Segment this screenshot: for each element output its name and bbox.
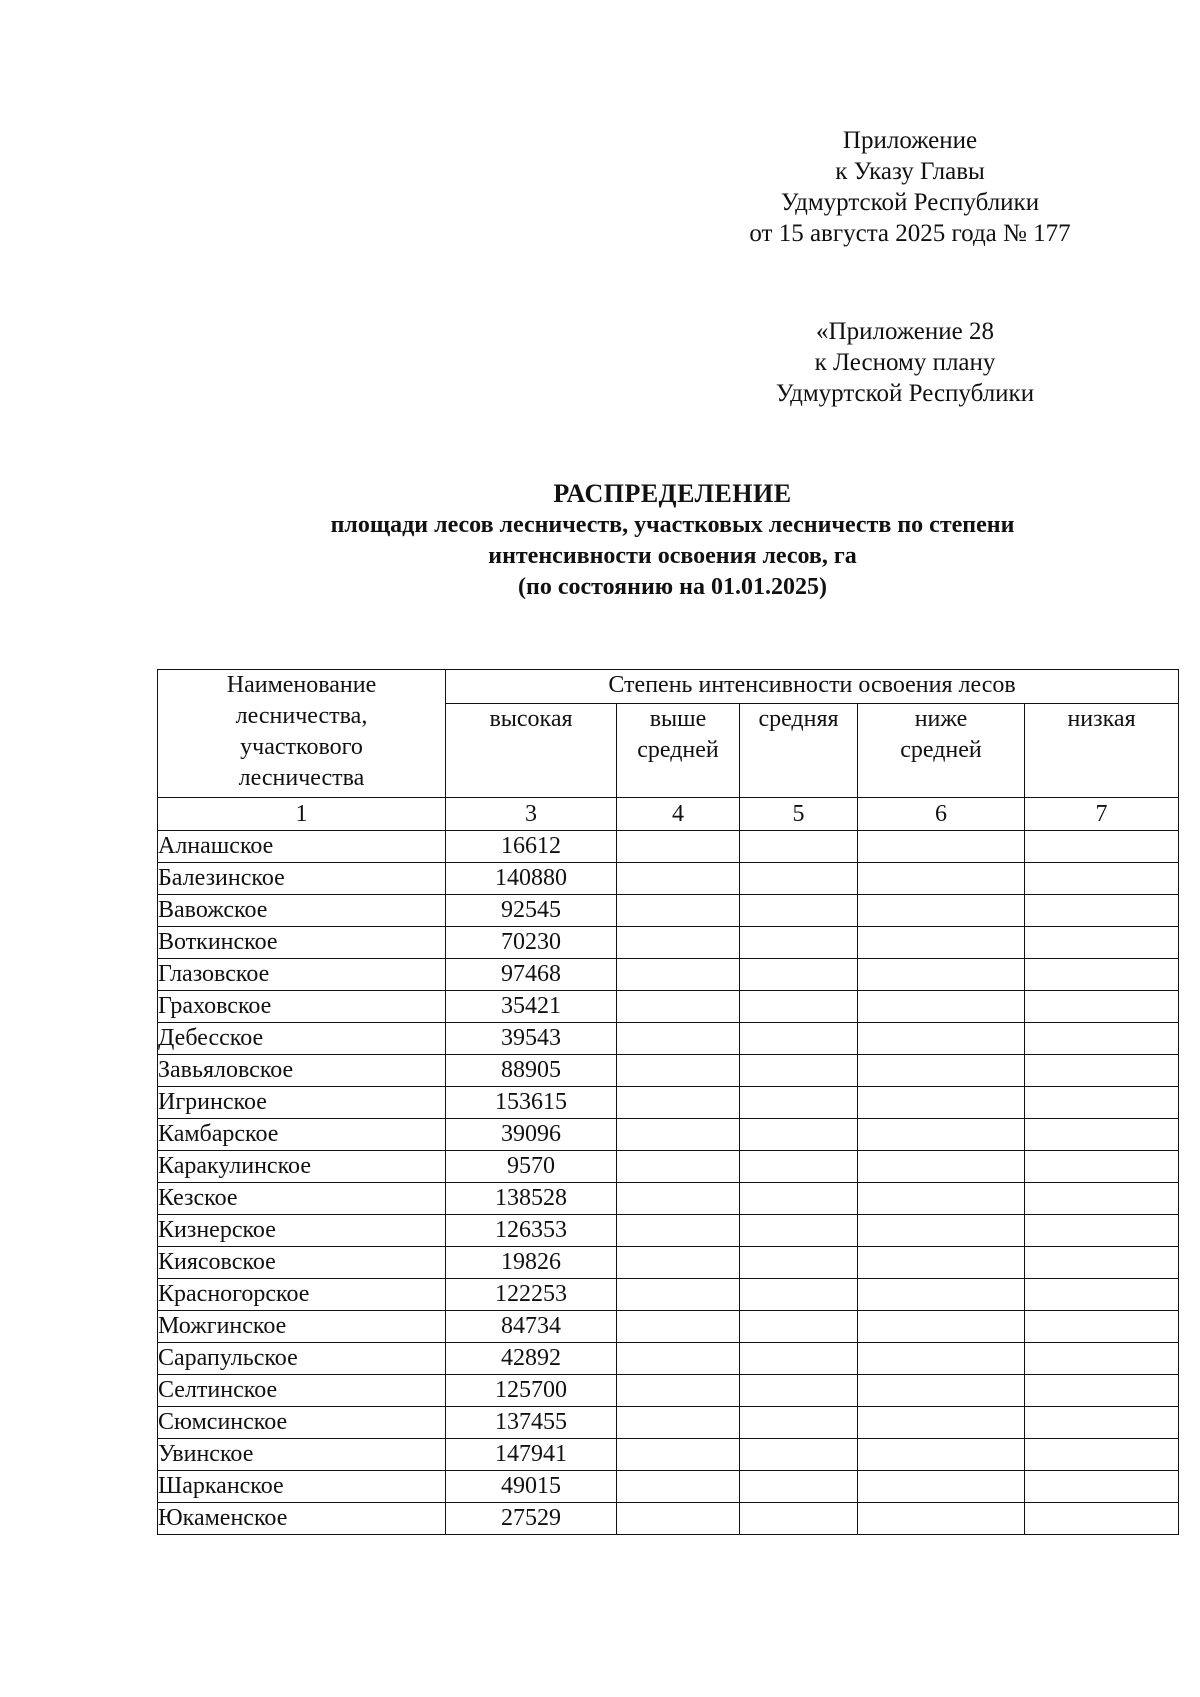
below-average-intensity-area-cell bbox=[858, 1215, 1025, 1247]
forestry-name-cell: Сюмсинское bbox=[158, 1407, 446, 1439]
average-intensity-area-cell bbox=[740, 991, 858, 1023]
table-row bbox=[158, 1503, 1179, 1535]
above-average-intensity-area-cell bbox=[617, 1215, 740, 1247]
high-intensity-area-cell: 35421 bbox=[446, 991, 617, 1023]
above-average-intensity-area-cell bbox=[617, 1055, 740, 1087]
high-intensity-area-cell: 39096 bbox=[446, 1119, 617, 1151]
forestry-name-cell: Можгинское bbox=[158, 1311, 446, 1343]
low-intensity-area-cell bbox=[1025, 1471, 1179, 1503]
low-intensity-area-cell bbox=[1025, 991, 1179, 1023]
high-intensity-area-cell: 9570 bbox=[446, 1151, 617, 1183]
high-intensity-area-cell: 49015 bbox=[446, 1471, 617, 1503]
column-number: 6 bbox=[858, 798, 1025, 831]
average-intensity-area-cell bbox=[740, 1439, 858, 1471]
table-row bbox=[158, 1343, 1179, 1375]
column-number: 4 bbox=[617, 798, 740, 831]
above-average-intensity-area-cell bbox=[617, 831, 740, 863]
below-average-intensity-area-cell bbox=[858, 1119, 1025, 1151]
above-average-intensity-area-cell bbox=[617, 895, 740, 927]
table-row bbox=[158, 863, 1179, 895]
low-intensity-area-cell bbox=[1025, 1215, 1179, 1247]
above-average-intensity-area-cell bbox=[617, 991, 740, 1023]
below-average-intensity-area-cell bbox=[858, 959, 1025, 991]
forestry-name-cell: Завьяловское bbox=[158, 1055, 446, 1087]
average-intensity-area-cell bbox=[740, 1055, 858, 1087]
high-intensity-area-cell: 125700 bbox=[446, 1375, 617, 1407]
above-average-intensity-area-cell bbox=[617, 1439, 740, 1471]
header-line: средняя bbox=[758, 706, 839, 732]
low-intensity-area-cell bbox=[1025, 927, 1179, 959]
forestry-name-cell: Киясовское bbox=[158, 1247, 446, 1279]
table-row bbox=[158, 1407, 1179, 1439]
below-average-intensity-area-cell bbox=[858, 831, 1025, 863]
high-intensity-area-cell: 153615 bbox=[446, 1087, 617, 1119]
low-intensity-area-cell bbox=[1025, 1151, 1179, 1183]
table-row bbox=[158, 1375, 1179, 1407]
above-average-intensity-area-cell bbox=[617, 1375, 740, 1407]
above-average-intensity-area-cell bbox=[617, 1279, 740, 1311]
table-row bbox=[158, 1247, 1179, 1279]
low-intensity-area-cell bbox=[1025, 1375, 1179, 1407]
above-average-intensity-area-cell bbox=[617, 1471, 740, 1503]
forestry-name-cell: Юкаменское bbox=[158, 1503, 446, 1535]
below-average-intensity-area-cell bbox=[858, 1503, 1025, 1535]
low-intensity-area-cell bbox=[1025, 1343, 1179, 1375]
table-row bbox=[158, 1471, 1179, 1503]
average-intensity-area-cell bbox=[740, 1215, 858, 1247]
forestry-name-header bbox=[158, 670, 446, 798]
table-row bbox=[158, 1087, 1179, 1119]
above-average-intensity-area-cell bbox=[617, 1151, 740, 1183]
forestry-name-cell: Глазовское bbox=[158, 959, 446, 991]
header-line: низкая bbox=[1067, 706, 1136, 732]
plan-attachment-line: к Лесному плану bbox=[814, 349, 996, 376]
document-subtitle-line: интенсивности освоения лесов, га bbox=[488, 543, 857, 569]
high-intensity-area-cell: 122253 bbox=[446, 1279, 617, 1311]
plan-attachment-line: Удмуртской Республики bbox=[775, 380, 1035, 407]
above-average-intensity-area-cell bbox=[617, 1183, 740, 1215]
column-number: 7 bbox=[1025, 798, 1179, 831]
below-average-intensity-area-cell bbox=[858, 1183, 1025, 1215]
average-intensity-area-cell bbox=[740, 1375, 858, 1407]
column-header-high bbox=[446, 704, 617, 798]
header-line: лесничества bbox=[238, 765, 365, 791]
below-average-intensity-area-cell bbox=[858, 991, 1025, 1023]
average-intensity-area-cell bbox=[740, 1247, 858, 1279]
table-row bbox=[158, 895, 1179, 927]
below-average-intensity-area-cell bbox=[858, 1279, 1025, 1311]
below-average-intensity-area-cell bbox=[858, 895, 1025, 927]
average-intensity-area-cell bbox=[740, 895, 858, 927]
document-subtitle-line: (по состоянию на 01.01.2025) bbox=[518, 574, 827, 600]
high-intensity-area-cell: 88905 bbox=[446, 1055, 617, 1087]
forestry-name-cell: Красногорское bbox=[158, 1279, 446, 1311]
below-average-intensity-area-cell bbox=[858, 1343, 1025, 1375]
low-intensity-area-cell bbox=[1025, 1439, 1179, 1471]
above-average-intensity-area-cell bbox=[617, 1343, 740, 1375]
forestry-name-cell: Алнашское bbox=[158, 831, 446, 863]
table-row bbox=[158, 1311, 1179, 1343]
plan-attachment-line: «Приложение 28 bbox=[816, 318, 994, 345]
high-intensity-area-cell: 84734 bbox=[446, 1311, 617, 1343]
forestry-name-cell: Кезское bbox=[158, 1183, 446, 1215]
above-average-intensity-area-cell bbox=[617, 1023, 740, 1055]
average-intensity-area-cell bbox=[740, 1119, 858, 1151]
above-average-intensity-area-cell bbox=[617, 1407, 740, 1439]
high-intensity-area-cell: 137455 bbox=[446, 1407, 617, 1439]
below-average-intensity-area-cell bbox=[858, 1055, 1025, 1087]
high-intensity-area-cell: 19826 bbox=[446, 1247, 617, 1279]
above-average-intensity-area-cell bbox=[617, 927, 740, 959]
average-intensity-area-cell bbox=[740, 1407, 858, 1439]
average-intensity-area-cell bbox=[740, 959, 858, 991]
above-average-intensity-area-cell bbox=[617, 1087, 740, 1119]
below-average-intensity-area-cell bbox=[858, 1023, 1025, 1055]
intensity-group-header: Степень интенсивности освоения лесов bbox=[446, 670, 1179, 704]
table-row bbox=[158, 1119, 1179, 1151]
average-intensity-area-cell bbox=[740, 927, 858, 959]
low-intensity-area-cell bbox=[1025, 1247, 1179, 1279]
low-intensity-area-cell bbox=[1025, 1087, 1179, 1119]
table-row bbox=[158, 991, 1179, 1023]
column-header-low bbox=[1025, 704, 1179, 798]
header-line: средней bbox=[637, 737, 719, 763]
forestry-name-cell: Кизнерское bbox=[158, 1215, 446, 1247]
below-average-intensity-area-cell bbox=[858, 863, 1025, 895]
forestry-name-cell: Шарканское bbox=[158, 1471, 446, 1503]
low-intensity-area-cell bbox=[1025, 1183, 1179, 1215]
table-row bbox=[158, 1023, 1179, 1055]
table-row bbox=[158, 1183, 1179, 1215]
table-header-row bbox=[158, 670, 1179, 704]
below-average-intensity-area-cell bbox=[858, 1151, 1025, 1183]
low-intensity-area-cell bbox=[1025, 1055, 1179, 1087]
below-average-intensity-area-cell bbox=[858, 1439, 1025, 1471]
forest-distribution-table bbox=[157, 669, 1179, 1535]
forestry-name-cell: Камбарское bbox=[158, 1119, 446, 1151]
above-average-intensity-area-cell bbox=[617, 1119, 740, 1151]
above-average-intensity-area-cell bbox=[617, 1503, 740, 1535]
high-intensity-area-cell: 147941 bbox=[446, 1439, 617, 1471]
average-intensity-area-cell bbox=[740, 1503, 858, 1535]
low-intensity-area-cell bbox=[1025, 895, 1179, 927]
high-intensity-area-cell: 16612 bbox=[446, 831, 617, 863]
table-row bbox=[158, 1215, 1179, 1247]
header-line: средней bbox=[900, 737, 982, 763]
header-line: лесничества, bbox=[235, 703, 368, 729]
column-number: 1 bbox=[158, 798, 446, 831]
low-intensity-area-cell bbox=[1025, 959, 1179, 991]
forestry-name-cell: Граховское bbox=[158, 991, 446, 1023]
table-row bbox=[158, 1151, 1179, 1183]
average-intensity-area-cell bbox=[740, 1311, 858, 1343]
column-number-row bbox=[158, 798, 1179, 831]
average-intensity-area-cell bbox=[740, 1279, 858, 1311]
header-line: Наименование bbox=[226, 672, 377, 698]
high-intensity-area-cell: 97468 bbox=[446, 959, 617, 991]
column-number: 3 bbox=[446, 798, 617, 831]
above-average-intensity-area-cell bbox=[617, 959, 740, 991]
document-subtitle-line: площади лесов лесничеств, участковых лесничеств по степени bbox=[330, 512, 1015, 538]
header-line: участкового bbox=[240, 734, 363, 760]
table-row bbox=[158, 1055, 1179, 1087]
average-intensity-area-cell bbox=[740, 1087, 858, 1119]
above-average-intensity-area-cell bbox=[617, 1247, 740, 1279]
table-row bbox=[158, 1279, 1179, 1311]
forestry-name-cell: Игринское bbox=[158, 1087, 446, 1119]
document-title-block bbox=[180, 478, 1165, 603]
below-average-intensity-area-cell bbox=[858, 1311, 1025, 1343]
high-intensity-area-cell: 39543 bbox=[446, 1023, 617, 1055]
forestry-name-cell: Вавожское bbox=[158, 895, 446, 927]
attachment-line: Удмуртской Республики bbox=[780, 189, 1040, 216]
average-intensity-area-cell bbox=[740, 1471, 858, 1503]
forestry-name-cell: Дебесское bbox=[158, 1023, 446, 1055]
header-line: выше bbox=[649, 706, 707, 732]
high-intensity-area-cell: 70230 bbox=[446, 927, 617, 959]
low-intensity-area-cell bbox=[1025, 1311, 1179, 1343]
column-header-average bbox=[740, 704, 858, 798]
attachment-line: к Указу Главы bbox=[835, 158, 985, 185]
high-intensity-area-cell: 138528 bbox=[446, 1183, 617, 1215]
below-average-intensity-area-cell bbox=[858, 1087, 1025, 1119]
above-average-intensity-area-cell bbox=[617, 1311, 740, 1343]
attachment-line: от 15 августа 2025 года № 177 bbox=[749, 220, 1071, 247]
high-intensity-area-cell: 126353 bbox=[446, 1215, 617, 1247]
column-number: 5 bbox=[740, 798, 858, 831]
low-intensity-area-cell bbox=[1025, 1407, 1179, 1439]
above-average-intensity-area-cell bbox=[617, 863, 740, 895]
decree-attachment-note bbox=[700, 125, 1120, 249]
high-intensity-area-cell: 92545 bbox=[446, 895, 617, 927]
table-row bbox=[158, 1439, 1179, 1471]
forestry-name-cell: Увинское bbox=[158, 1439, 446, 1471]
table-row bbox=[158, 959, 1179, 991]
below-average-intensity-area-cell bbox=[858, 1247, 1025, 1279]
low-intensity-area-cell bbox=[1025, 1023, 1179, 1055]
average-intensity-area-cell bbox=[740, 831, 858, 863]
low-intensity-area-cell bbox=[1025, 831, 1179, 863]
high-intensity-area-cell: 140880 bbox=[446, 863, 617, 895]
column-header-below-average bbox=[858, 704, 1025, 798]
below-average-intensity-area-cell bbox=[858, 1407, 1025, 1439]
forestry-name-cell: Селтинское bbox=[158, 1375, 446, 1407]
forestry-name-cell: Балезинское bbox=[158, 863, 446, 895]
table-body bbox=[158, 831, 1179, 1535]
low-intensity-area-cell bbox=[1025, 1119, 1179, 1151]
average-intensity-area-cell bbox=[740, 1151, 858, 1183]
below-average-intensity-area-cell bbox=[858, 927, 1025, 959]
header-line: высокая bbox=[489, 706, 573, 732]
forestry-name-cell: Каракулинское bbox=[158, 1151, 446, 1183]
high-intensity-area-cell: 27529 bbox=[446, 1503, 617, 1535]
attachment-line: Приложение bbox=[842, 127, 978, 154]
forestry-name-cell: Сарапульское bbox=[158, 1343, 446, 1375]
table-row bbox=[158, 927, 1179, 959]
forestry-name-cell: Воткинское bbox=[158, 927, 446, 959]
below-average-intensity-area-cell bbox=[858, 1375, 1025, 1407]
header-line: ниже bbox=[914, 706, 968, 732]
low-intensity-area-cell bbox=[1025, 1503, 1179, 1535]
column-header-above-average bbox=[617, 704, 740, 798]
low-intensity-area-cell bbox=[1025, 1279, 1179, 1311]
forest-plan-attachment-note bbox=[735, 316, 1075, 409]
low-intensity-area-cell bbox=[1025, 863, 1179, 895]
below-average-intensity-area-cell bbox=[858, 1471, 1025, 1503]
document-title: РАСПРЕДЕЛЕНИЕ bbox=[553, 479, 792, 508]
high-intensity-area-cell: 42892 bbox=[446, 1343, 617, 1375]
average-intensity-area-cell bbox=[740, 863, 858, 895]
average-intensity-area-cell bbox=[740, 1183, 858, 1215]
table-row bbox=[158, 831, 1179, 863]
average-intensity-area-cell bbox=[740, 1023, 858, 1055]
average-intensity-area-cell bbox=[740, 1343, 858, 1375]
